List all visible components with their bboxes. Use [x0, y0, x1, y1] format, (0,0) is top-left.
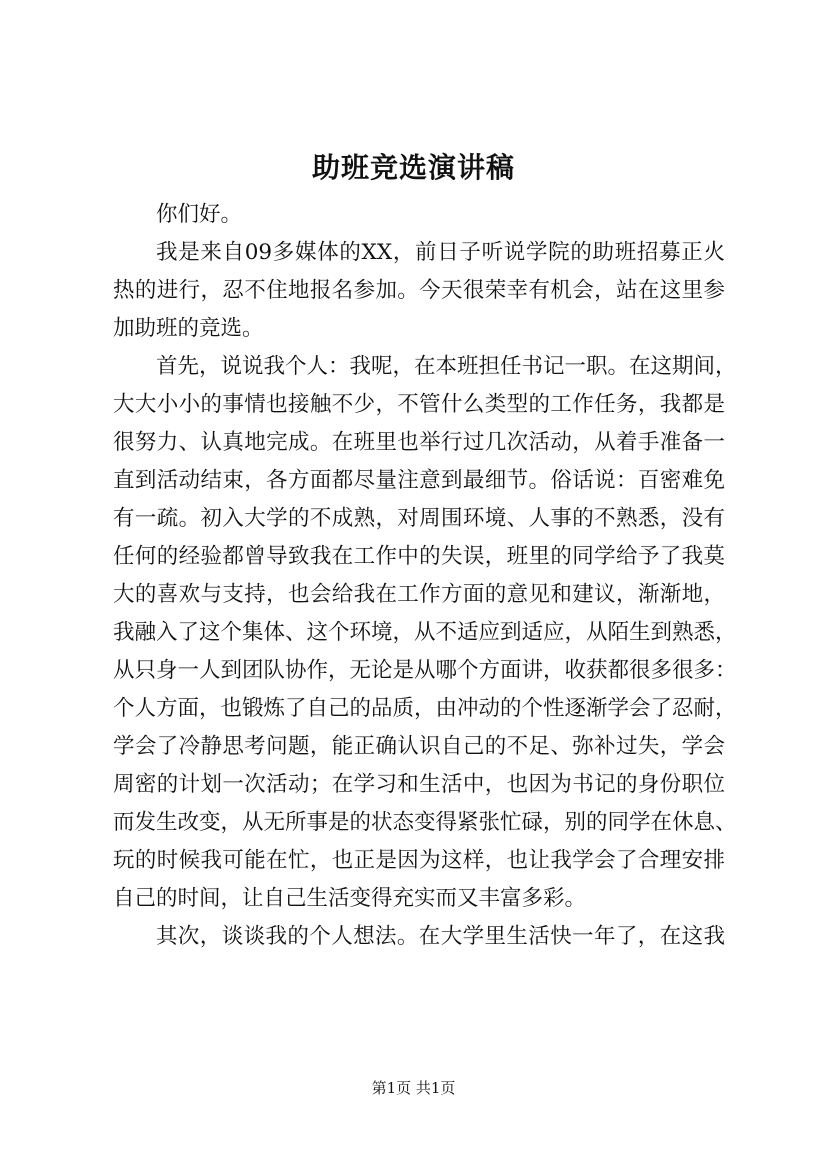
paragraph-line: 很努力、认真地完成。在班里也举行过几次活动，从着手准备一 [113, 430, 725, 455]
paragraph-line: 你们好。 [156, 202, 243, 227]
paragraph-line: 其次，谈谈我的个人想法。在大学里生活快一年了，在这我 [156, 924, 725, 949]
paragraph-line: 从只身一人到团队协作，无论是从哪个方面讲，收获都很多很多： [113, 658, 737, 683]
paragraph-line: 我融入了这个集体、这个环境，从不适应到适应，从陌生到熟悉， [113, 620, 737, 645]
page-footer: 第1页 共1页 [371, 1079, 456, 1097]
paragraph-line: 加助班的竞选。 [113, 316, 264, 341]
paragraph-line: 而发生改变，从无所事是的状态变得紧张忙碌，别的同学在休息、 [113, 810, 737, 835]
paragraph-line: 学会了冷静思考问题，能正确认识自己的不足、弥补过失，学会 [113, 734, 725, 759]
paragraph-line: 个人方面，也锻炼了自己的品质，由冲动的个性逐渐学会了忍耐， [113, 696, 737, 721]
paragraph-line: 大大小小的事情也接触不少，不管什么类型的工作任务，我都是 [113, 392, 725, 417]
paragraph-line: 首先，说说我个人：我呢，在本班担任书记一职。在这期间， [156, 354, 737, 379]
paragraph-line: 玩的时候我可能在忙，也正是因为这样，也让我学会了合理安排 [113, 848, 725, 873]
document-title: 助班竞选演讲稿 [311, 151, 515, 184]
paragraph-line: 热的进行，忍不住地报名参加。今天很荣幸有机会，站在这里参 [113, 278, 725, 303]
paragraph-line: 自己的时间，让自己生活变得充实而又丰富多彩。 [113, 886, 587, 911]
paragraph-line: 我是来自09多媒体的XX，前日子听说学院的助班招募正火 [156, 240, 725, 265]
paragraph-line: 直到活动结束，各方面都尽量注意到最细节。俗话说：百密难免 [113, 468, 725, 493]
paragraph-line: 大的喜欢与支持，也会给我在工作方面的意见和建议，渐渐地， [113, 582, 725, 607]
paragraph-line: 任何的经验都曾导致我在工作中的失误，班里的同学给予了我莫 [113, 544, 725, 569]
paragraph-line: 周密的计划一次活动；在学习和生活中，也因为书记的身份职位 [113, 772, 725, 797]
document-body [113, 196, 737, 956]
paragraph-line: 有一疏。初入大学的不成熟，对周围环境、人事的不熟悉，没有 [113, 506, 725, 531]
